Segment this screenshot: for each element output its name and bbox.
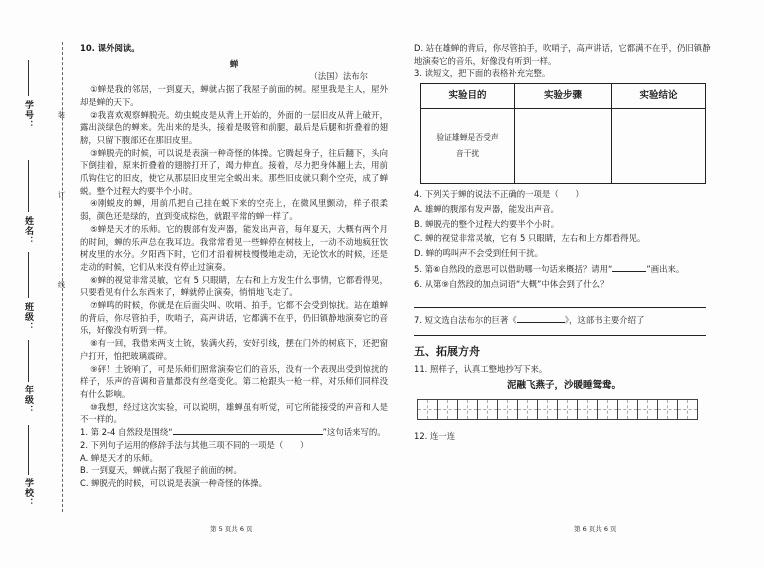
question-4-option-c[interactable]: C. 蝉的视觉非常灵敏，它有 5 只眼睛，左右和上方都看得见。 xyxy=(414,233,646,244)
grid-cell[interactable] xyxy=(557,399,578,420)
grid-cell[interactable] xyxy=(497,399,518,420)
table-header-purpose: 实验目的 xyxy=(421,84,515,109)
grid-cell[interactable] xyxy=(597,399,618,420)
binding-tick-3: 线 xyxy=(58,281,65,289)
question-11: 11. 照样子，认真工整地抄写下来。 xyxy=(414,364,548,375)
paragraph-4: ④刚蜕皮的蝉，用前爪把自己挂在蜕下来的空壳上，在微风里颤动，样子很柔弱，颜色还是绿的，直到变成棕色，就跟平常的蝉一样了。 xyxy=(80,198,388,222)
grid-cell[interactable] xyxy=(437,399,458,420)
question-7-end: 》，这部书主要介绍了 xyxy=(564,315,645,326)
grid-cell[interactable] xyxy=(637,399,658,420)
question-7-blank[interactable] xyxy=(517,322,565,323)
passage-title: 蝉 xyxy=(229,58,239,69)
question-5-text: 5. 第⑥自然段的意思可以借助哪一句话来概括？请用“ xyxy=(414,263,613,274)
grid-cell[interactable] xyxy=(517,399,538,420)
grade-label: 年级： xyxy=(23,385,33,415)
left-page-footer: 第 5 页共 6 页 xyxy=(210,525,253,533)
writing-grid[interactable] xyxy=(418,399,714,420)
question-1-text: 1. 第 2-4 自然段是围绕“ xyxy=(80,427,173,438)
question-2-option-d[interactable]: D. 站在雄蝉的背后，你尽管拍手，吹哨子，高声讲话，它都满不在乎，仍旧镇静地演奏它的音乐，好像没有听到一样。 xyxy=(414,43,711,66)
copy-model-text: 泥融飞燕子，沙暖睡鸳鸯。 xyxy=(506,380,621,392)
grid-cell[interactable] xyxy=(657,399,678,420)
question-5 xyxy=(414,263,714,276)
paragraph-6: ⑥蝉的视觉非常灵敏，它有 5 只眼睛，左右和上方发生什么事情，它都看得见，只要看见有什么东西来了，蝉就停止演奏，悄悄地飞走了。 xyxy=(80,274,388,298)
paragraph-3: ③蝉脱壳的时候，可以说是表演一种奇怪的体操。它腾起身子，往后翻下，头向下倒挂着，原来折叠着的翅膀打开了，竭力伸直。接着，尽力把身体翻上去，用前爪钩住它的旧皮，使它从那层旧皮里完全蜕出来。那些旧皮就只剩个空壳，成了蝉蜕。整个过程大约要半个小时。 xyxy=(80,147,388,196)
reading-question-heading: 10. 课外阅读。 xyxy=(80,43,140,53)
paragraph-5: ⑤蝉是天才的乐师。它的腹部有发声器，能发出声音，每年夏天，大概有两个月的时间，蝉的乐声总在我耳边。我常常看见一些蝉停在树枝上，一动不动地疯狂饮树皮里的水分。夕阳西下时，它们才沿着树枝慢慢地走动，无论饮水的时候，还是走动的时候，它们从来没有停止过演奏。 xyxy=(80,223,388,272)
right-page xyxy=(414,42,714,443)
question-1-tail: ”这句话来写的。 xyxy=(322,427,386,438)
binding-tick-2: 订 xyxy=(58,191,65,199)
question-2-option-a[interactable]: A. 蝉是天才的乐师。 xyxy=(80,452,158,463)
school-line xyxy=(28,425,29,475)
question-4: 4. 下列关于蝉的说法不正确的一项是（ ） xyxy=(414,189,584,200)
left-page xyxy=(80,42,388,490)
question-2: 2. 下列句子运用的修辞手法与其他三项不同的一项是（ ） xyxy=(80,439,309,450)
grid-cell[interactable] xyxy=(537,399,558,420)
student-id-line xyxy=(28,60,29,96)
grid-cell[interactable] xyxy=(677,399,698,420)
table-cell-steps[interactable] xyxy=(515,109,612,184)
paragraph-9: ⑨砰！土铳响了，可是乐师们照常演奏它们的音乐，没有一个表现出受到惊扰的样子，乐声的音调和音量都没有丝毫变化。第二枪跟头一枪一样，对乐师们同样没有什么影响。 xyxy=(80,363,388,399)
question-1-blank[interactable] xyxy=(173,434,323,435)
question-7 xyxy=(414,314,714,327)
question-3: 3. 读短文，把下面的表格补充完整。 xyxy=(414,68,551,79)
question-12: 12. 连一连 xyxy=(414,430,456,441)
question-4-option-a[interactable]: A. 雄蝉的腹部有发声器，能发出声音。 xyxy=(414,203,559,214)
question-5-tail: ”画出来。 xyxy=(646,263,685,274)
paragraph-2: ②我喜欢观察蝉脱壳。幼虫蜕皮是从背上开始的，外面的一层旧皮从背上破开，露出淡绿色的蝉来。先出来的是头，接着是吸管和前腿，最后是后腿和折叠着的翅膀，只留下腹部还在那旧皮里。 xyxy=(80,109,388,145)
grid-cell[interactable] xyxy=(457,399,478,420)
section-5-heading: 五、拓展方舟 xyxy=(414,344,480,358)
question-2-option-c[interactable]: C. 蝉脱壳的时候，可以说是表演一种奇怪的体操。 xyxy=(80,477,268,488)
paragraph-8: ⑧有一回，我借来两支土铳，装满火药，安好引线，摆在门外的树底下，还把窗户打开，怕把玻璃震碎。 xyxy=(80,338,388,361)
grid-cell[interactable] xyxy=(477,399,498,420)
class-line xyxy=(28,252,29,298)
question-4-option-d[interactable]: D. 蝉的鸣叫声不会受到任何干扰。 xyxy=(414,247,544,258)
table-header-conclusion: 实验结论 xyxy=(611,84,705,109)
paragraph-1: ①蝉是我的邻居，一到夏天，蝉就占据了我屋子前面的树。屋里我是主人，屋外却是蝉的天下。 xyxy=(80,84,388,107)
paragraph-7: ⑦蝉鸣的时候，你就是在后面尖叫、吹哨、拍手，它都不会受到惊扰。站在雄蝉的背后，你尽管拍手，吹哨子，高声讲话，它都满不在乎，仍旧镇静地演奏它的音乐，好像没有听到一样。 xyxy=(80,300,388,336)
question-6-answer-line[interactable] xyxy=(414,291,706,308)
question-7-answer-line[interactable] xyxy=(414,327,706,336)
table-purpose-text: 验证雄蝉是否受声音干扰 xyxy=(436,133,499,159)
passage-author: （法国）法布尔 xyxy=(309,71,368,82)
name-line xyxy=(28,160,29,212)
question-1 xyxy=(80,426,388,439)
grade-line xyxy=(28,340,29,382)
right-page-footer: 第 6 页共 6 页 xyxy=(574,525,617,533)
student-id-label: 学号： xyxy=(23,100,33,130)
question-4-option-b[interactable]: B. 蝉脱壳的整个过程大约要半个小时。 xyxy=(414,218,560,229)
question-7-start: 7. 短文选自法布尔的巨著《 xyxy=(414,315,517,326)
name-label: 姓名： xyxy=(23,216,33,246)
class-label: 班级： xyxy=(23,302,33,332)
question-5-underline-sample xyxy=(612,271,646,272)
question-6: 6. 从第⑨自然段的加点词语“大概”中体会到了什么？ xyxy=(414,279,609,290)
experiment-table xyxy=(420,83,706,184)
grid-cell[interactable] xyxy=(577,399,598,420)
table-cell-purpose xyxy=(421,109,515,184)
grid-cell[interactable] xyxy=(417,399,438,420)
paragraph-10: ⑩我想，经过这次实验，可以说明，雄蝉虽有听觉，可它所能接受的声音和人是不一样的。 xyxy=(80,401,388,425)
table-cell-conclusion[interactable] xyxy=(611,109,705,184)
binding-margin xyxy=(14,40,74,510)
grid-cell[interactable] xyxy=(617,399,638,420)
school-label: 学校： xyxy=(23,478,33,508)
binding-tick-1: 装 xyxy=(58,111,65,119)
table-header-steps: 实验步骤 xyxy=(515,84,612,109)
question-2-option-b[interactable]: B. 一到夏天，蝉就占据了我屋子前面的树。 xyxy=(80,465,242,476)
